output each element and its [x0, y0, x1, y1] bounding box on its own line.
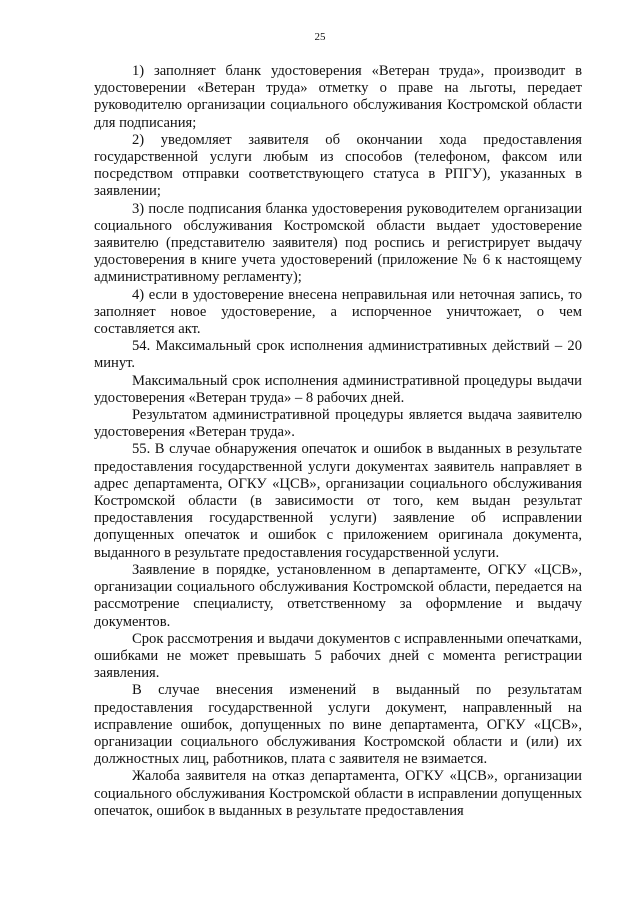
- paragraph-item-4: 4) если в удостоверение внесена неправильная или неточная запись, то заполняет новое удостоверение, а испорченное уничтожает, о чем составляется акт.: [94, 286, 582, 338]
- paragraph-no-fee: В случае внесения изменений в выданный по результатам предоставления государственной услуги документ, направленный на исправление ошибок, допущенных по вине департамента, ОГКУ «ЦСВ», организации социального обслуживания Костромской области и (или) их должностных лиц, работников, плата с заявителя не взимается.: [94, 682, 582, 768]
- paragraph-complaint: Жалоба заявителя на отказ департамента, ОГКУ «ЦСВ», организации социального обслуживания Костромской области в исправлении допущенных опечаток, ошибок в выданных в результате предоставления: [94, 768, 582, 819]
- paragraph-max-term: Максимальный срок исполнения административной процедуры выдачи удостоверения «Ветеран труда» – 8 рабочих дней.: [94, 372, 582, 406]
- paragraph-55: 55. В случае обнаружения опечаток и ошибок в выданных в результате предоставления государственной услуги документах заявитель направляет в адрес департамента, ОГКУ «ЦСВ», организации социального обслуживания Костромской области (в зависимости от того, кем выдан результат предоставления государственной услуги) заявление об исправлении допущенных опечаток и ошибок с приложением оригинала документа, выданного в результате предоставления государственной услуги.: [94, 441, 582, 561]
- paragraph-item-1: 1) заполняет бланк удостоверения «Ветеран труда», производит в удостоверении «Ветеран труда» отметку о праве на льготы, передает руководителю организации социального обслуживания Костромской области для подписания;: [94, 63, 582, 131]
- paragraph-item-3: 3) после подписания бланка удостоверения руководителем организации социального обслуживания Костромской области выдает удостоверение заявителю (представителю заявителя) под роспись и регистрирует выдачу удостоверения в книге учета удостоверений (приложение № 6 к настоящему административному регламенту);: [94, 200, 582, 286]
- paragraph-review-term: Срок рассмотрения и выдачи документов с исправленными опечатками, ошибками не может превышать 5 рабочих дней с момента регистрации заявления.: [94, 630, 582, 682]
- paragraph-item-2: 2) уведомляет заявителя об окончании хода предоставления государственной услуги любым из способов (телефоном, факсом или посредством отправки соответствующего статуса в РПГУ), указанных в заявлении;: [94, 131, 582, 200]
- document-body: [94, 63, 582, 820]
- paragraph-result: Результатом административной процедуры является выдача заявителю удостоверения «Ветеран труда».: [94, 407, 582, 441]
- page-number: 25: [314, 31, 326, 43]
- paragraph-application-procedure: Заявление в порядке, установленном в департаменте, ОГКУ «ЦСВ», организации социального обслуживания Костромской области, передается на рассмотрение специалисту, ответственному за оформление и выдачу документов.: [94, 561, 582, 630]
- paragraph-54: 54. Максимальный срок исполнения административных действий – 20 минут.: [94, 338, 582, 372]
